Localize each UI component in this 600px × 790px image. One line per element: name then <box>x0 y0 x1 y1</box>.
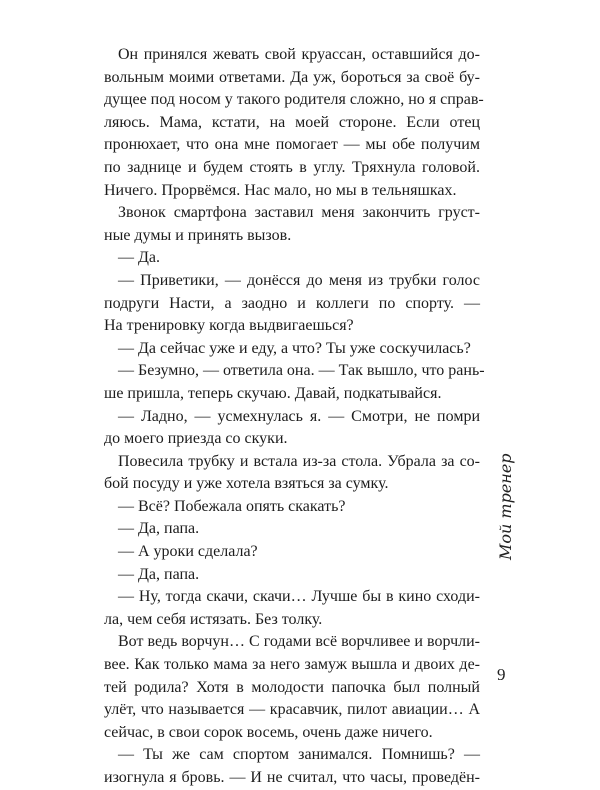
text-line: улёт, что называется — красавчик, пилот авиации… А <box>104 701 480 719</box>
text-line: вее. Как только мама за него замуж вышла и двоих де- <box>104 656 480 674</box>
text-line: — Ладно, — усмехнулась я. — Смотри, не помри <box>118 407 480 425</box>
text-line: — Да, папа. <box>118 520 200 538</box>
text-line: — Ты же сам спортом занимался. Помнишь? — <box>118 746 480 764</box>
text-line: На тренировку когда выдвигаешься? <box>104 317 354 335</box>
text-line: — Безумно, — ответила она. — Так вышло, что рань- <box>118 362 485 380</box>
text-line: Вот ведь ворчун… С годами всё ворчливее и ворчли- <box>118 633 480 651</box>
text-line: ше пришла, теперь скучаю. Давай, подкатывайся. <box>104 384 442 402</box>
text-line: — Да, папа. <box>118 565 200 583</box>
running-title: Мой тренер <box>496 453 515 560</box>
text-line: по заднице и будем стоять в углу. Тряхнула головой. <box>104 158 480 176</box>
text-line: подруги Насти, а заодно и коллеги по спорту. — <box>104 294 480 312</box>
text-line: ла, чем себя истязать. Без толку. <box>104 610 323 628</box>
text-line: Он принялся жевать свой круассан, оставшийся до- <box>118 46 480 63</box>
text-line: Ничего. Прорвёмся. Нас мало, но мы в тельняшках. <box>104 181 457 199</box>
text-line: ляюсь. Мама, кстати, на моей стороне. Если отец <box>104 113 480 131</box>
text-line: Повесила трубку и встала из-за стола. Убрала за со- <box>118 452 480 470</box>
text-line: вольным моими ответами. Да уж, бороться за своё бу- <box>104 68 480 86</box>
text-line: пронюхает, что она мне помогает — мы обе получим <box>104 136 480 154</box>
text-line: — Приветики, — донёсся до меня из трубки голос <box>118 271 480 289</box>
text-line: — Всё? Побежала опять скакать? <box>118 497 346 515</box>
page-number: 9 <box>497 665 506 684</box>
text-line: — Да. <box>118 249 161 267</box>
text-line: — А уроки сделала? <box>118 543 258 561</box>
text-line: дущее под носом у такого родителя сложно, но я справ- <box>104 91 484 109</box>
text-line: бой посуду и уже хотела взяться за сумку. <box>104 475 389 493</box>
body-text <box>104 44 485 790</box>
text-line: — Да сейчас уже и еду, а что? Ты уже соскучилась? <box>118 339 471 357</box>
text-line: до моего приезда со скуки. <box>104 430 288 448</box>
text-line: ные думы и принять вызов. <box>104 226 292 244</box>
text-line: сейчас, в свои сорок восемь, очень даже ничего. <box>104 723 433 741</box>
text-line: Звонок смартфона заставил меня закончить груст- <box>118 204 480 222</box>
text-line: изогнула я бровь. — И не считал, что часы, проведён- <box>104 769 480 786</box>
text-line: — Ну, тогда скачи, скачи… Лучше бы в кино сходи- <box>118 588 480 606</box>
text-line: тей родила? Хотя в молодости папочка был полный <box>104 678 480 696</box>
